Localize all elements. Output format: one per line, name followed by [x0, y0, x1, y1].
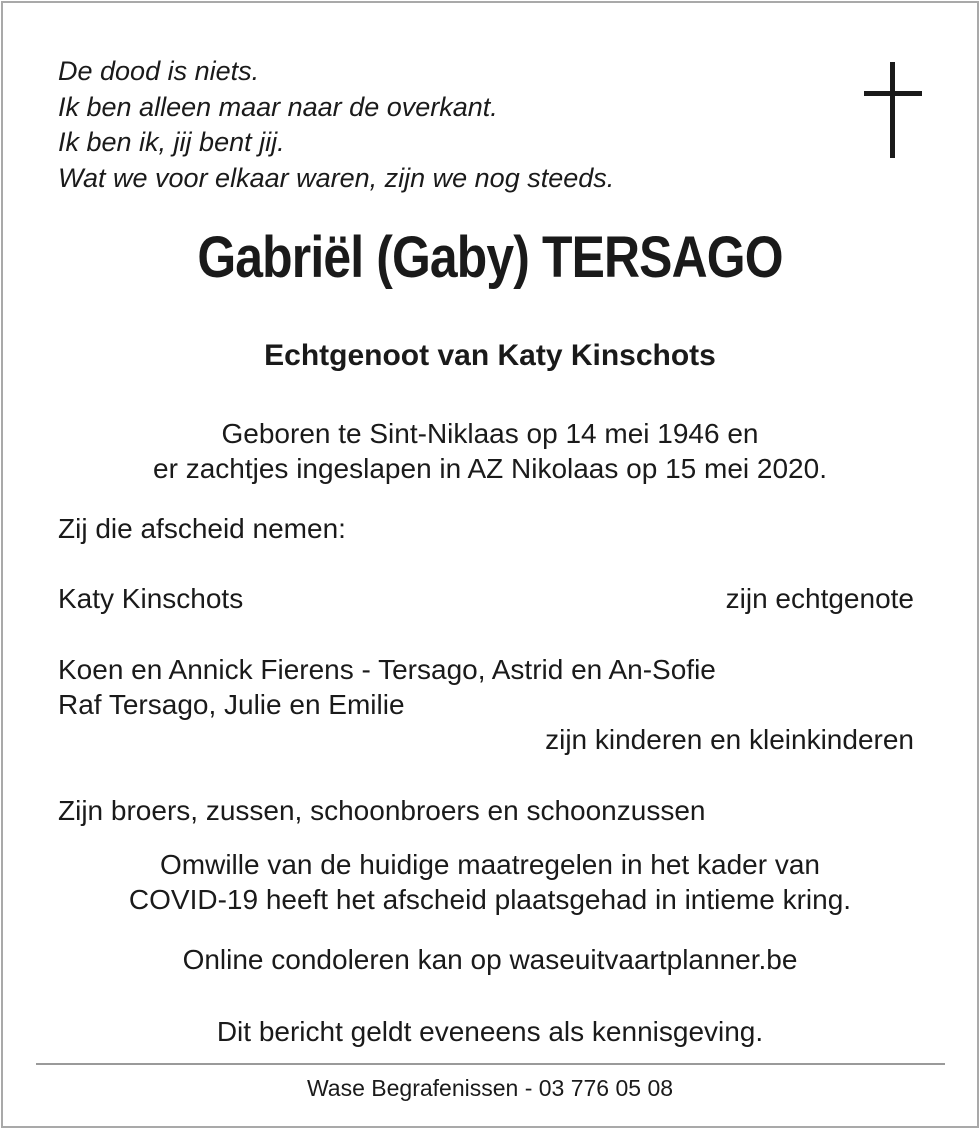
poem-line: Ik ben alleen maar naar de overkant. [58, 91, 498, 122]
mourner-siblings: Zijn broers, zussen, schoonbroers en schoonzussen [58, 795, 706, 826]
poem-line: Wat we voor elkaar waren, zijn we nog steeds. [58, 162, 615, 193]
mourner-children-line: Koen en Annick Fierens - Tersago, Astrid en An-Sofie [58, 654, 716, 685]
condolence-info: Online condoleren kan op waseuitvaartplanner.be [182, 944, 798, 975]
poem [58, 54, 614, 196]
covid-notice [0, 847, 980, 917]
covid-line: COVID-19 heeft het afscheid plaatsgehad in intieme kring. [128, 884, 852, 915]
poem-line: De dood is niets. [58, 56, 260, 86]
birth-death-info [0, 416, 980, 486]
spouse-heading: Echtgenoot van Katy Kinschots [264, 339, 716, 372]
funeral-home-footer: Wase Begrafenissen - 03 776 05 08 [306, 1075, 674, 1101]
mourner-spouse-relation: zijn echtgenote [725, 583, 914, 614]
footer-divider [36, 1063, 945, 1065]
cross-icon [864, 62, 922, 158]
birth-line: Geboren te Sint-Niklaas op 14 mei 1946 en [221, 418, 759, 449]
mourners-intro: Zij die afscheid nemen: [58, 513, 346, 544]
mourner-children-line: Raf Tersago, Julie en Emilie [58, 689, 405, 720]
mourner-spouse-name: Katy Kinschots [58, 583, 244, 614]
deceased-name: Gabriël (Gaby) TERSAGO [197, 225, 783, 290]
mourner-children-relation: zijn kinderen en kleinkinderen [545, 724, 914, 755]
death-line: er zachtjes ingeslapen in AZ Nikolaas op 15 mei 2020. [153, 453, 827, 484]
poem-line: Ik ben ik, jij bent jij. [58, 127, 285, 157]
covid-line: Omwille van de huidige maatregelen in het kader van [160, 849, 820, 880]
notice-line: Dit bericht geldt eveneens als kennisgeving. [216, 1016, 764, 1047]
